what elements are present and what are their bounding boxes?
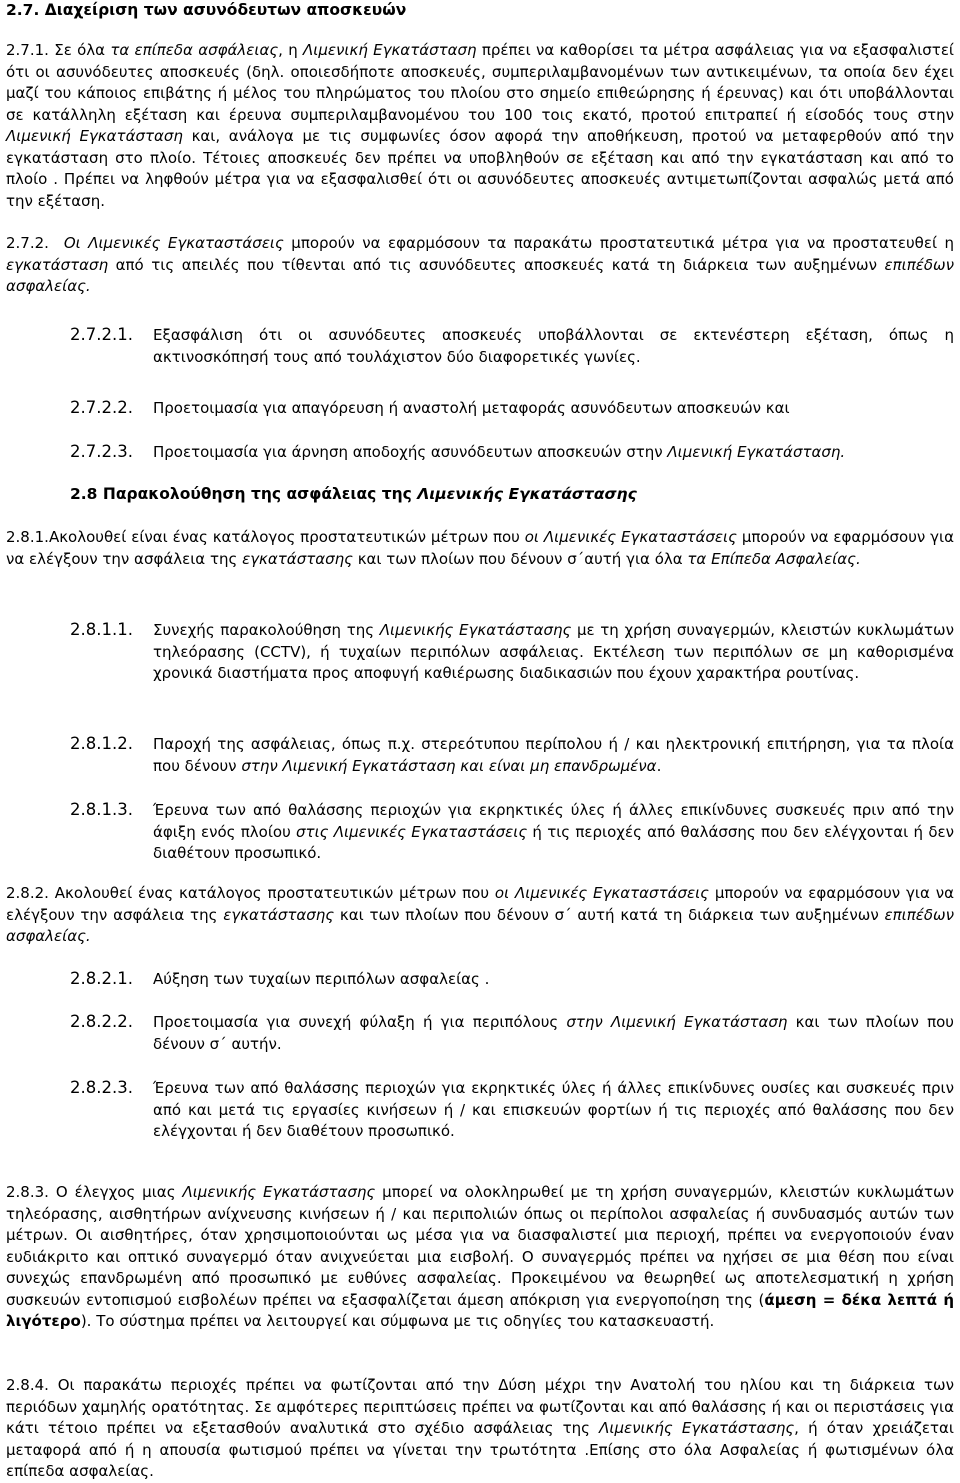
list-item-text	[70, 799, 954, 865]
item-number: 2.8.2.3.	[70, 1078, 133, 1097]
paragraph-number: 2.8.4.	[6, 1376, 49, 1394]
paragraph-2-7-1-text	[6, 40, 954, 212]
text-run: μπορούν να εφαρμόσουν για να ελέγξουν την ασφάλεια της	[6, 528, 955, 568]
text-run: με τη χρήση συναγερμών, κλειστών κυκλωμάτων τηλεόρασης (CCTV), ή τυχαίων περιπόλων ασφάλειας. Εκτέλεση των περιπόλων σε μη καθορισμένα χρονικά διαστήματα προς αποφυγή καθιέρωσης διαδικασιών που έχουν χαρακτήρα ρουτίνας.	[153, 621, 955, 682]
list-item-text	[70, 968, 954, 991]
list-item-text	[70, 1077, 954, 1143]
text-run: Προετοιμασία για άρνηση αποδοχής ασυνόδευτων αποσκευών στην	[153, 443, 668, 461]
italic-term: Λιμενική Εγκατάσταση.	[667, 443, 846, 461]
section-heading-2-8	[70, 484, 954, 506]
item-number: 2.7.2.2.	[70, 398, 133, 417]
italic-term: Λιμενικής Εγκατάστασης	[599, 1419, 795, 1437]
italic-term: οι Λιμενικές Εγκαταστάσεις	[524, 528, 737, 546]
list-item-2-8-1-1	[70, 619, 954, 685]
italic-term: επιπέδων ασφαλείας.	[6, 905, 954, 945]
text-run: μπορεί να ολοκληρωθεί με τη χρήση συναγερμών, κλειστών κυκλωμάτων τηλεόρασης, αισθητήρων ανίχνευσης κινήσεων ή / και περιπολιών όπως οι περίπολοι ασφαλείας ή συνδυασμός αυτών των μέτρων. Οι αισθητήρες, όταν χρησιμοποιούνται ως μέσα για να διασφαλιστεί μια περιοχή, πρέπει να ενεργοποιούν έναν ευδιάκριτο και οπτικό συναγερμό όταν ανιχνεύεται μια εισβολή. Ο συναγερμός πρέπει να ηχήσει σε μια θέση που είναι συνεχώς επανδρωμένη από προσωπικό με ευθύνες ασφαλείας. Προκειμένου να θεωρηθεί ως αποτελεσματική η χρήση συσκευών εντοπισμού εισβολέων πρέπει να εξασφαλίζεται άμεση απόκριση για ενεργοποίηση της (	[6, 1183, 954, 1309]
list-item-2-7-2-3	[70, 441, 954, 464]
italic-term: τα Επίπεδα Ασφαλείας.	[687, 549, 861, 568]
paragraph-number: 2.8.1.	[6, 528, 49, 546]
text-run: Σε όλα	[48, 41, 111, 59]
text-run: Αύξηση των τυχαίων περιπόλων ασφαλείας .	[153, 970, 490, 988]
text-run: και, ανάλογα με τις συμφωνίες όσον αφορά την αποθήκευση, προτού να μεταφερθούν από την εγκατάσταση στο πλοίο. Τέτοιες αποσκευές δεν πρέπει να υποβληθούν σε εξέταση και από την εγκατάσταση και από το πλοίο . Πρέπει να ληφθούν μέτρα για να εξασφαλισθεί ότι οι ασυνόδευτες αποσκευές αντιμετωπίζονται ασφαλώς μετά από την εξέταση.	[6, 127, 955, 210]
heading-text: 2.8 Παρακολούθηση της ασφάλειας της	[70, 485, 418, 503]
italic-term: τα επίπεδα ασφάλειας	[110, 41, 279, 59]
italic-term: επιπέδων ασφαλείας.	[6, 255, 954, 295]
bold-term: άμεση = δέκα λεπτά ή λιγότερο	[6, 1290, 954, 1330]
paragraph-2-7-2-text	[6, 233, 954, 298]
text-run: , ή όταν χρειάζεται μεταφορά από ή η απουσία φωτισμού πρέπει να γίνεται την τρωτότητα .Επίσης στο όλα Ασφαλείας ή	[6, 1419, 954, 1459]
item-number: 2.8.2.1.	[70, 969, 133, 988]
item-number: 2.7.2.3.	[70, 442, 133, 461]
text-run: Ο έλεγχος μιας	[48, 1183, 183, 1201]
list-item-text	[70, 397, 954, 420]
text-run: ή τις περιοχές από θαλάσσης που δεν ελέγχονται ή δεν διαθέτουν προσωπικό.	[153, 822, 954, 862]
text-run: Παροχή της ασφάλειας, όπως π.χ. στερεότυπου περίπολου ή / και ηλεκτρονική επιτήρηση, για τα πλοία που δένουν	[153, 735, 954, 775]
text-run: , η	[278, 41, 304, 59]
italic-term: στην Λιμενική Εγκατάσταση	[566, 1013, 788, 1031]
text-run: Εξασφάλιση ότι οι ασυνόδευτες αποσκευές υποβάλλονται σε εκτενέστερη εξέταση, όπως η ακτινοσκόπησή τους από τουλάχιστον δύο διαφορετικές γωνίες.	[153, 326, 954, 366]
list-item-text	[70, 324, 954, 368]
list-item-2-7-2-2	[70, 397, 954, 420]
paragraph-2-8-3-text	[6, 1182, 954, 1333]
text-run: Συνεχής παρακολούθηση της	[153, 621, 380, 639]
item-number: 2.8.1.2.	[70, 734, 133, 753]
italic-term: Λιμενικής Εγκατάστασης	[182, 1183, 376, 1201]
text-run: .	[656, 756, 662, 775]
text-run: από τις απειλές που τίθενται από τις ασυνόδευτες αποσκευές κατά τη διάρκεια των αυξημένων	[108, 255, 885, 274]
list-item-2-8-2-2	[70, 1011, 954, 1055]
text-run: πρέπει να καθορίσει τα μέτρα ασφάλειας για να εξασφαλιστεί ότι οι ασυνόδευτες αποσκευές (δηλ. οποιεσδήποτε αποσκευές, συμπεριλαμβανομένων των αντικειμένων, τα οποία δεν έχει μαζί του κάποιος επιβάτης ή μέλος του πληρώματος του πλοίου στο σημείο επιθεώρησης ή έρευνας) και ότι υποβάλλονται σε κατάλληλη εξέταση και έρευνα συμπεριλαμβανομένου του 100 τοις εκατό, προτού επιτραπεί ή είσοδός τους στην	[6, 41, 954, 124]
list-item-2-8-1-3	[70, 799, 954, 865]
text-run: και των πλοίων που δένουν σ΄αυτή για όλα	[352, 549, 688, 568]
paragraph-2-8-2-text	[6, 883, 954, 948]
paragraph-2-8-1	[6, 527, 954, 570]
paragraph-2-8-4	[6, 1375, 954, 1483]
list-item-text	[70, 1011, 954, 1055]
text-run: Ακολουθεί είναι ένας κατάλογος προστατευτικών μέτρων που	[48, 528, 525, 546]
text-run: Προετοιμασία για συνεχή φύλαξη ή για περιπόλους	[153, 1013, 567, 1031]
italic-term: στις Λιμενικές Εγκαταστάσεις	[296, 822, 528, 841]
paragraph-number: 2.7.1.	[6, 41, 49, 59]
item-number: 2.8.2.2.	[70, 1012, 133, 1031]
list-item-2-7-2-1	[70, 324, 954, 368]
text-run: μπορούν να εφαρμόσουν τα παρακάτω προστατευτικά μέτρα για να προστατευθεί η	[283, 234, 954, 252]
list-item-2-8-2-3	[70, 1077, 954, 1143]
text-run: Προετοιμασία για απαγόρευση ή αναστολή μεταφοράς ασυνόδευτων αποσκευών και	[153, 399, 790, 417]
italic-term: Λιμενική Εγκατάσταση	[6, 127, 183, 145]
paragraph-2-8-3	[6, 1182, 954, 1333]
paragraph-2-7-2	[6, 233, 954, 298]
text-run: ). Το σύστημα πρέπει να λειτουργεί και σύμφωνα με τις οδηγίες του κατασκευαστή.	[80, 1312, 715, 1330]
text-run: Έρευνα των από θαλάσσης περιοχών για εκρηκτικές ύλες ή άλλες επικίνδυνες συσκευές πριν από την άφιξη ενός πλοίου	[153, 801, 954, 841]
list-item-2-8-2-1	[70, 968, 954, 991]
italic-term: Οι Λιμενικές Εγκαταστάσεις	[63, 234, 284, 252]
item-number: 2.8.1.3.	[70, 800, 133, 819]
text-run: μπορούν να εφαρμόσουν για να ελέγξουν την ασφάλεια της	[6, 884, 954, 924]
paragraph-2-7-1	[6, 40, 954, 212]
paragraph-2-8-4-text	[6, 1375, 954, 1483]
heading-italic: Λιμενικής Εγκατάστασης	[417, 485, 637, 503]
text-run: φωτισμένων όλα επίπεδα ασφαλείας.	[6, 1440, 954, 1480]
italic-term: οι Λιμενικές Εγκαταστάσεις	[494, 884, 709, 902]
list-item-text	[70, 733, 954, 777]
italic-term: εγκατάστασης	[223, 905, 335, 924]
paragraph-2-8-2	[6, 883, 954, 948]
section-heading-text	[70, 484, 954, 506]
section-heading-2-7: 2.7. Διαχείριση των ασυνόδευτων αποσκευών	[6, 1, 407, 19]
text-run: και των πλοίων που δένουν σ΄ αυτήν.	[153, 1013, 954, 1053]
list-item-2-8-1-2	[70, 733, 954, 777]
item-number: 2.8.1.1.	[70, 620, 133, 639]
text-run: Οι παρακάτω περιοχές πρέπει να φωτίζονται από την Δύση μέχρι την Ανατολή του ηλίου και τη διάρκεια των περιόδων χαμηλής ορατότητας. Σε αμφότερες περιπτώσεις πρέπει να φωτίζονται και από θαλάσσης ή και οι περιστάσεις για κάτι τέτοιο πρέπει να εξετασθούν αναλυτικά στο σχέδιο ασφάλειας της	[6, 1376, 954, 1437]
list-item-text	[70, 441, 954, 464]
italic-term: εγκατάστασης	[242, 549, 353, 568]
paragraph-number: 2.8.3.	[6, 1183, 49, 1201]
italic-term: εγκατάσταση	[6, 255, 109, 274]
text-run: Έρευνα των από θαλάσσης περιοχών για εκρηκτικές ύλες ή άλλες επικίνδυνες ουσίες και συσκευές πριν από και μετά τις εργασίες κινήσεων ή / και επισκευών φορτίων ή τις περιοχές από θαλάσσης που δεν ελέγχονται ή δεν διαθέτουν προσωπικό.	[153, 1079, 954, 1140]
item-number: 2.7.2.1.	[70, 325, 133, 344]
text-run: Ακολουθεί ένας κατάλογος προστατευτικών μέτρων που	[48, 884, 495, 902]
italic-term: Λιμενική Εγκατάσταση	[303, 41, 477, 59]
paragraph-2-8-1-text	[6, 527, 954, 570]
italic-term: Λιμενικής Εγκατάστασης	[379, 621, 572, 639]
list-item-text	[70, 619, 954, 685]
paragraph-number: 2.8.2.	[6, 884, 49, 902]
italic-term: στην Λιμενική Εγκατάσταση και είναι μη επανδρωμένα	[241, 756, 657, 775]
paragraph-number: 2.7.2.	[6, 234, 49, 252]
text-run: και των πλοίων που δένουν σ΄ αυτή κατά τη διάρκεια των αυξημένων	[334, 905, 885, 924]
